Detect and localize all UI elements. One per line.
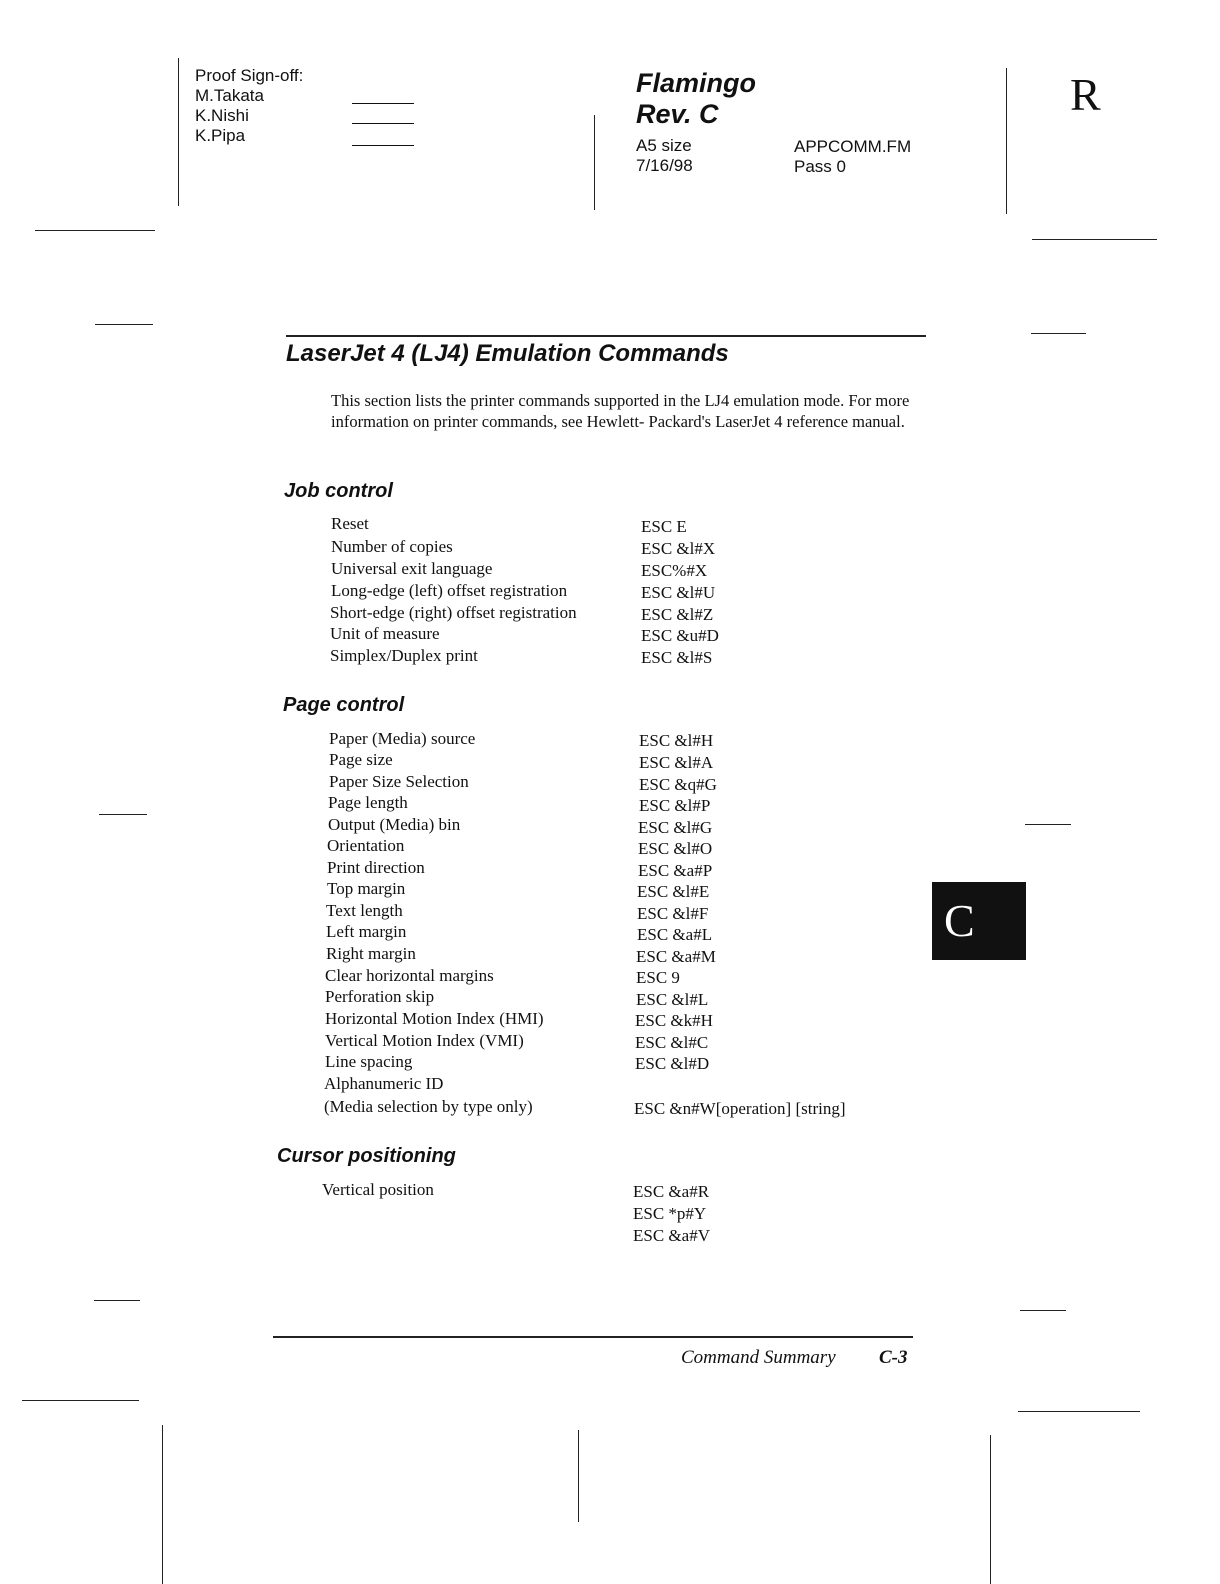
command-code: ESC &l#D [635, 1054, 710, 1073]
command-code: ESC &l#X [641, 539, 716, 558]
command-code: ESC%#X [641, 561, 708, 580]
command-code: ESC &l#S [641, 648, 713, 667]
command-label: Top margin [327, 879, 406, 898]
command-code: ESC &l#L [636, 990, 709, 1009]
command-code: ESC &a#L [637, 925, 713, 944]
command-label: Print direction [327, 858, 425, 877]
command-label: Number of copies [331, 537, 453, 556]
command-label: Clear horizontal margins [325, 966, 494, 985]
command-code: ESC &l#Z [641, 605, 714, 624]
command-label: Unit of measure [330, 624, 440, 643]
command-code: ESC &k#H [635, 1011, 713, 1030]
command-label: Short-edge (right) offset registration [330, 603, 577, 622]
crop-mark [162, 1425, 163, 1584]
crop-mark [35, 230, 155, 231]
crop-mark [1032, 239, 1157, 240]
command-code: ESC &l#H [639, 731, 714, 750]
command-label: Vertical Motion Index (VMI) [325, 1031, 524, 1050]
project-date: 7/16/98 [636, 156, 693, 175]
signature-line [352, 123, 414, 124]
crop-mark [1031, 333, 1086, 334]
command-code: ESC E [641, 517, 687, 536]
command-label: Vertical position [322, 1180, 434, 1199]
chapter-tab: C [932, 882, 1026, 960]
footer-rule [273, 1336, 913, 1338]
command-label: Line spacing [325, 1052, 413, 1071]
command-code: ESC 9 [636, 968, 680, 987]
crop-mark [95, 324, 153, 325]
command-code: ESC &l#P [639, 796, 711, 815]
job-control-heading: Job control [284, 480, 393, 502]
command-label: Right margin [326, 944, 416, 963]
command-code: ESC &l#E [637, 882, 710, 901]
command-label: Alphanumeric ID [324, 1074, 444, 1093]
crop-mark [94, 1300, 140, 1301]
command-label: Simplex/Duplex print [330, 646, 478, 665]
command-label: Left margin [326, 922, 407, 941]
command-code: ESC &q#G [639, 775, 717, 794]
command-code: ESC &l#F [637, 904, 709, 923]
project-size: A5 size [636, 136, 692, 155]
command-label: Orientation [327, 836, 405, 855]
project-pass: Pass 0 [794, 157, 846, 176]
command-code: ESC &a#V [633, 1226, 710, 1245]
section-intro: This section lists the printer commands supported in the LJ4 emulation mode. For more information on printer commands, see Hewlett- Packard's LaserJet 4 reference manual. [331, 391, 910, 431]
command-code: ESC &a#R [633, 1182, 710, 1201]
crop-mark [1018, 1411, 1140, 1412]
command-label: Long-edge (left) offset registration [331, 581, 568, 600]
section-title: LaserJet 4 (LJ4) Emulation Commands [286, 340, 729, 367]
command-label: (Media selection by type only) [324, 1097, 533, 1116]
command-code: ESC &l#O [638, 839, 713, 858]
page-number: C-3 [879, 1347, 908, 1368]
crop-mark [99, 814, 147, 815]
command-label: Horizontal Motion Index (HMI) [325, 1009, 544, 1028]
command-code: ESC &u#D [641, 626, 719, 645]
project-title [636, 68, 756, 130]
page-control-heading: Page control [283, 694, 405, 716]
registration-mark: R [1070, 69, 1101, 120]
command-label: Text length [326, 901, 403, 920]
command-label: Page size [329, 750, 393, 769]
command-code: ESC &a#M [636, 947, 716, 966]
proof-name: K.Nishi [195, 106, 249, 125]
command-label: Page length [328, 793, 408, 812]
command-label: Paper (Media) source [329, 729, 476, 748]
crop-mark [1025, 824, 1071, 825]
command-code: ESC &l#A [639, 753, 714, 772]
command-code: ESC &l#C [635, 1033, 709, 1052]
command-code: ESC &a#P [638, 861, 713, 880]
signature-line [352, 145, 414, 146]
project-name: Flamingo [636, 68, 756, 98]
command-code: ESC &n#W[operation] [string] [634, 1099, 846, 1118]
section-rule [286, 335, 926, 337]
crop-mark [990, 1435, 991, 1584]
command-code: ESC &l#G [638, 818, 713, 837]
proof-label: Proof Sign-off: [195, 66, 304, 85]
command-label: Output (Media) bin [328, 815, 461, 834]
project-file: APPCOMM.FM [794, 137, 912, 156]
command-label: Paper Size Selection [329, 772, 469, 791]
crop-mark [22, 1400, 139, 1401]
footer-title: Command Summary [681, 1347, 836, 1368]
command-code: ESC *p#Y [633, 1204, 707, 1223]
crop-mark [178, 58, 179, 206]
signature-line [352, 103, 414, 104]
command-label: Reset [331, 514, 369, 533]
crop-mark [578, 1430, 579, 1522]
proof-signoff [195, 66, 303, 146]
crop-mark [594, 115, 595, 210]
command-code: ESC &l#U [641, 583, 716, 602]
crop-mark [1006, 68, 1007, 214]
proof-name: M.Takata [195, 86, 264, 105]
cursor-positioning-heading: Cursor positioning [277, 1145, 456, 1167]
proof-name: K.Pipa [195, 126, 246, 145]
command-label: Universal exit language [331, 559, 493, 578]
command-label: Perforation skip [325, 987, 435, 1006]
crop-mark [1020, 1310, 1066, 1311]
project-rev: Rev. C [636, 99, 719, 129]
